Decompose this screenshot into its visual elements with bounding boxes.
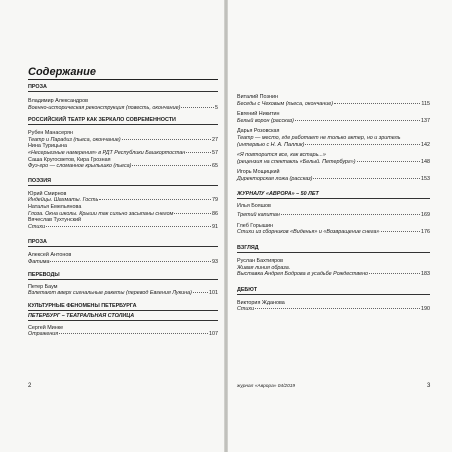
author-name: Владимир Александров	[28, 98, 88, 104]
section-heading: ЖУРНАЛУ «АВРОРА» – 50 ЛЕТ	[237, 190, 319, 197]
page-number: 101	[209, 290, 218, 297]
author-name: Илья Бояшов	[237, 202, 271, 209]
title-rule	[28, 79, 218, 80]
section-heading: РОССИЙСКИЙ ТЕАТР КАК ЗЕРКАЛО СОВРЕМЕННОСТИ	[28, 117, 176, 124]
right-toc	[237, 94, 430, 313]
author-name: Руслан Бахтияров	[237, 257, 283, 264]
author-name: Алексей Антонов	[28, 252, 72, 259]
toc-entry[interactable]	[237, 212, 430, 219]
work-title: Стихи	[237, 306, 255, 313]
author-name: Сергей Минке	[28, 324, 64, 331]
page-number: 79	[212, 197, 218, 204]
page-number: 190	[421, 306, 430, 313]
page-number-left: 2	[28, 383, 32, 389]
toc-entry[interactable]	[237, 229, 430, 236]
work-title: Театр — место, где работает не только актер, но и зритель	[237, 134, 401, 141]
page-number: 5	[215, 104, 218, 111]
author-name: Рубен Манасерян	[28, 130, 73, 137]
section-heading: ВЗГЛЯД	[237, 244, 259, 251]
book-gutter	[224, 0, 228, 452]
page-number: 153	[421, 175, 430, 182]
work-title: Фуэ-гро — сломанное крылышко (пьеса)	[28, 163, 132, 170]
section-heading: ПЕРЕВОДЫ	[28, 271, 60, 278]
toc-entry[interactable]	[28, 259, 218, 266]
toc-entry[interactable]	[237, 176, 430, 183]
work-title: Стихи	[28, 223, 46, 230]
work-title: Отражения	[28, 331, 59, 338]
page-number-right: 3	[427, 383, 431, 389]
page-number: 115	[421, 100, 430, 107]
page-number: 57	[212, 149, 218, 156]
toc-entry[interactable]	[28, 105, 218, 112]
work-title: (рецензия на спектакль «Белый. Петербург»)	[237, 158, 356, 165]
page-number: 86	[212, 210, 218, 217]
author-name: Евгений Никитин	[237, 111, 280, 118]
journal-footer: журнал «Аврора» 04/2019	[237, 384, 296, 389]
toc-entry-cont[interactable]	[237, 142, 430, 149]
work-title: Театр и Парадиз (пьеса, окончание)	[28, 136, 121, 143]
work-title: Белый ворон (рассказ)	[237, 117, 294, 124]
author-name: Нина Турицына	[28, 143, 67, 150]
toc-entry[interactable]	[237, 118, 430, 125]
section-heading: ПРОЗА	[28, 84, 47, 90]
author-name: Дарья Розовская	[237, 128, 280, 135]
toc-entry[interactable]	[237, 306, 430, 313]
work-title: Глоза. Окна школы. Крыши так сильно засыпаны снегом	[28, 210, 174, 217]
work-title: Третий капитан	[237, 212, 280, 219]
page-number: 27	[212, 136, 218, 143]
work-title: Беседы с Чеховым (пьеса, окончание)	[237, 100, 333, 107]
work-title: Стихи из сборников «Виденья» и «Возвращение снега»	[237, 229, 380, 236]
work-title: «Несерьезные намерения» в РДТ Республики Башкортостан	[28, 149, 186, 156]
page-number: 169	[421, 212, 430, 219]
author-name: Виталий Познин	[237, 94, 278, 100]
toc-entry[interactable]	[28, 197, 218, 204]
toc-entry[interactable]	[28, 150, 218, 157]
work-title: Живая линия образа.	[237, 264, 291, 271]
page-number: 142	[421, 141, 430, 148]
section-heading: ПРОЗА	[28, 239, 47, 246]
work-title: Взлетают вверх сигнальные ракеты (перевод Евгения Лукина)	[28, 290, 192, 297]
page-number: 137	[421, 117, 430, 124]
author-name: Игорь Мощицкий	[237, 169, 280, 176]
toc-entry[interactable]	[28, 224, 218, 231]
author-name: Юрий Смирнов	[28, 190, 67, 197]
author-name: Наталья Емельянова	[28, 203, 82, 210]
subsection-heading: ПЕТЕРБУРГ – ТЕАТРАЛЬНАЯ СТОЛИЦА	[28, 312, 135, 319]
section-heading: ДЕБЮТ	[237, 286, 258, 293]
section-heading: ПОЭЗИЯ	[28, 177, 51, 184]
author-name: Петер Баум	[28, 283, 58, 290]
toc-entry[interactable]	[237, 152, 430, 159]
toc-title: Содержание	[28, 66, 96, 78]
section-heading: КУЛЬТУРНЫЕ ФЕНОМЕНЫ ПЕТЕРБУРГА	[28, 302, 137, 309]
page-number: 183	[421, 271, 430, 278]
toc-entry[interactable]	[28, 137, 218, 144]
work-title: Директорская ложа (рассказ)	[237, 175, 313, 182]
toc-entry-cont[interactable]	[237, 271, 430, 278]
toc-entry[interactable]	[237, 135, 430, 142]
toc-entry[interactable]	[28, 163, 218, 170]
work-title: Индейцы. Шахматы. Гость	[28, 197, 99, 204]
left-toc	[28, 84, 218, 338]
author-name: Саша Кругосветов, Кира Грозная	[28, 156, 111, 163]
work-title: Фатима	[28, 258, 50, 265]
page-number: 148	[421, 158, 430, 165]
author-name: Виктория Жданова	[237, 299, 285, 306]
author-name: Глеб Горышин	[237, 222, 274, 229]
work-title: (интервью с Н. А. Паллик)	[237, 141, 305, 148]
toc-entry[interactable]	[28, 331, 218, 338]
work-title: «Я повторится все, как встарь...»	[237, 152, 326, 159]
toc-entry-cont[interactable]	[237, 159, 430, 166]
work-title: Военно-историческая реконструкция (повесть, окончание)	[28, 104, 181, 111]
page-number: 93	[212, 258, 218, 265]
toc-entry[interactable]	[237, 265, 430, 272]
page-number: 65	[212, 163, 218, 170]
author-name: Вячеслав Тухтунский	[28, 217, 82, 224]
toc-entry[interactable]	[237, 101, 430, 108]
toc-entry[interactable]	[28, 290, 218, 297]
page-number: 176	[421, 229, 430, 236]
page-number: 107	[209, 331, 218, 338]
page-number: 91	[212, 223, 218, 230]
work-title: Выставка Андрея Бодрова в усадьбе Рождествено	[237, 271, 369, 278]
